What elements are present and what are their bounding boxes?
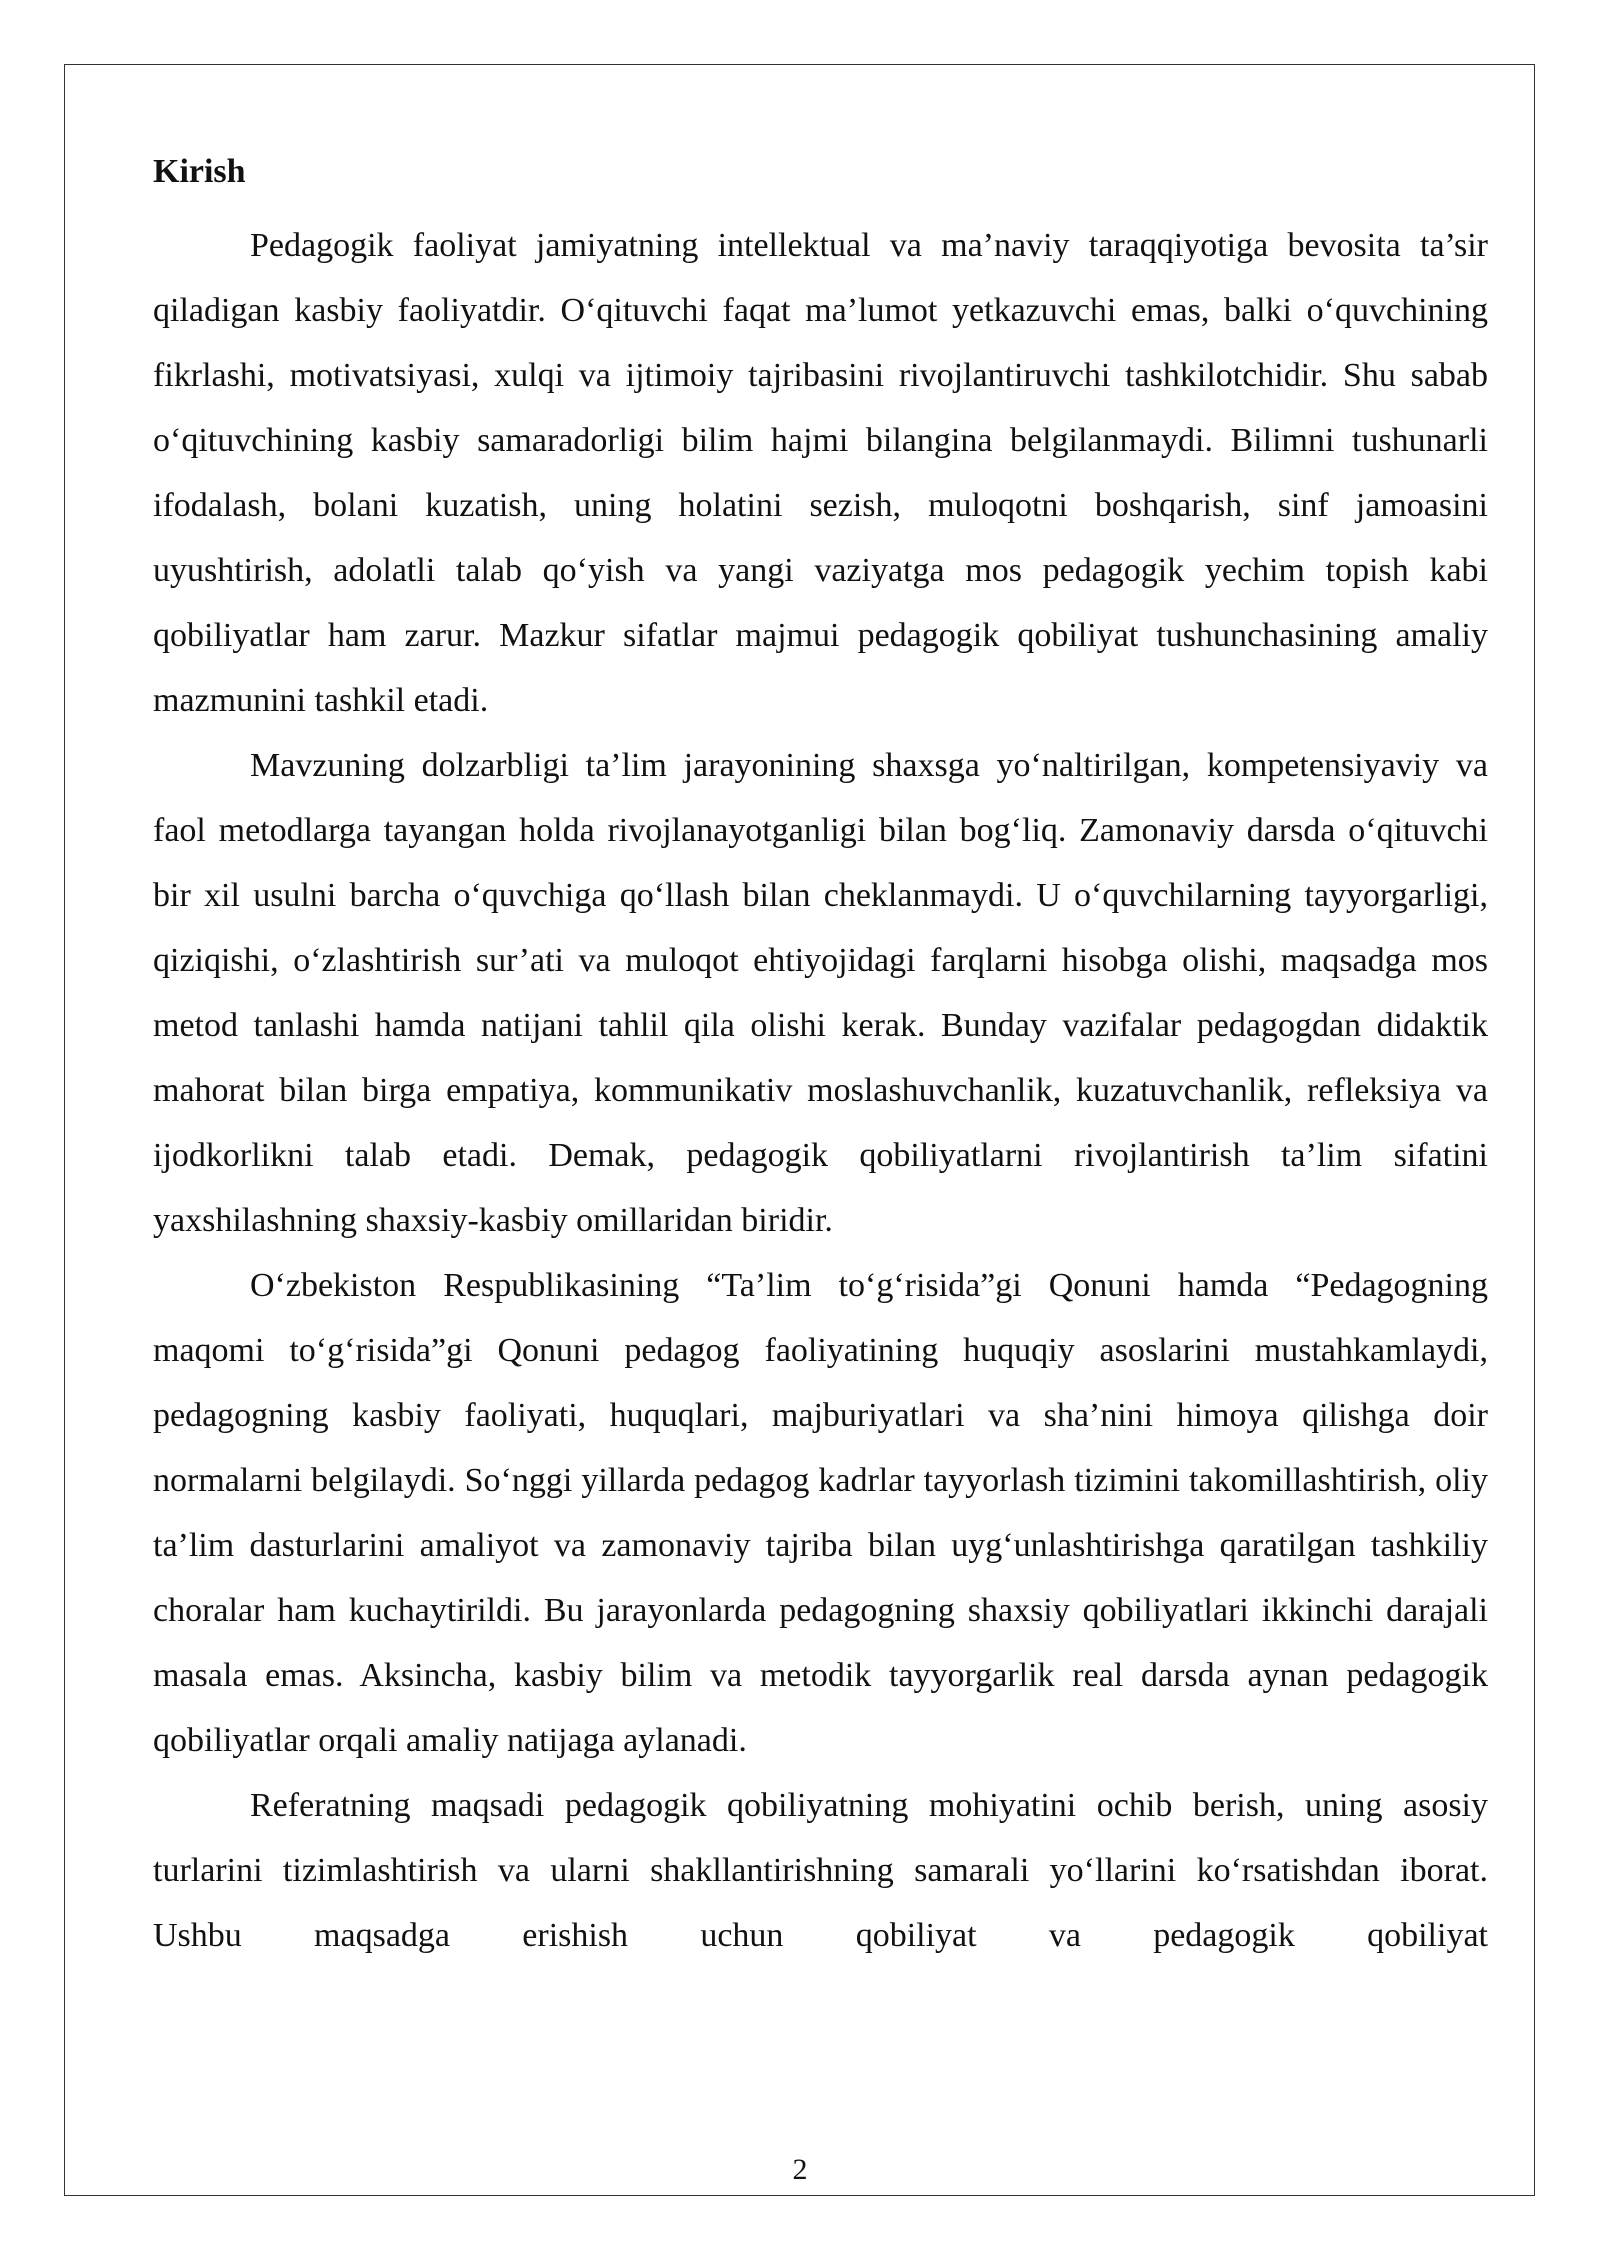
document-body [153,148,1488,1968]
paragraph-relevance: Mavzuning dolzarbligi ta’lim jarayonining shaxsga yo‘naltirilgan, kompetensiyaviy va faol metodlarga tayangan holda rivojlanayotganligi bilan bog‘liq. Zamonaviy darsda o‘qituvchi bir xil usulni barcha o‘quvchiga qo‘llash bilan cheklanmaydi. U o‘quvchilarning tayyorgarligi, qiziqishi, o‘zlashtirish sur’ati va muloqot ehtiyojidagi farqlarni hisobga olishi, maqsadga mos metod tanlashi hamda natijani tahlil qila olishi kerak. Bunday vazifalar pedagogdan didaktik mahorat bilan birga empatiya, kommunikativ moslashuvchanlik, kuzatuvchanlik, refleksiya va ijodkorlikni talab etadi. Demak, pedagogik qobiliyatlarni rivojlantirish ta’lim sifatini yaxshilashning shaxsiy-kasbiy omillaridan biridir. [153,747,1488,1239]
section-heading: Kirish [153,153,246,190]
paragraph-legal-basis: O‘zbekiston Respublikasining “Ta’lim to‘g‘risida”gi Qonuni hamda “Pedagogning maqomi to‘g‘risida”gi Qonuni pedagog faoliyatining huquqiy asoslarini mustahkamlaydi, pedagogning kasbiy faoliyati, huquqlari, majburiyatlari va sha’nini himoya qilishga doir normalarni belgilaydi. So‘nggi yillarda pedagog kadrlar tayyorlash tizimini takomillashtirish, oliy ta’lim dasturlarini amaliyot va zamonaviy tajriba bilan uyg‘unlashtirishga qaratilgan tashkiliy choralar ham kuchaytirildi. Bu jarayonlarda pedagogning shaxsiy qobiliyatlari ikkinchi darajali masala emas. Aksincha, kasbiy bilim va metodik tayyorgarlik real darsda aynan pedagogik qobiliyatlar orqali amaliy natijaga aylanadi. [153,1267,1488,1759]
paragraph-intro: Pedagogik faoliyat jamiyatning intellektual va ma’naviy taraqqiyotiga bevosita ta’sir qiladigan kasbiy faoliyatdir. O‘qituvchi faqat ma’lumot yetkazuvchi emas, balki o‘quvchining fikrlashi, motivatsiyasi, xulqi va ijtimoiy tajribasini rivojlantiruvchi tashkilotchidir. Shu sabab o‘qituvchining kasbiy samaradorligi bilim hajmi bilangina belgilanmaydi. Bilimni tushunarli ifodalash, bolani kuzatish, uning holatini sezish, muloqotni boshqarish, sinf jamoasini uyushtirish, adolatli talab qo‘yish va yangi vaziyatga mos pedagogik yechim topish kabi qobiliyatlar ham zarur. Mazkur sifatlar majmui pedagogik qobiliyat tushunchasining amaliy mazmunini tashkil etadi. [153,227,1488,719]
page-number: 2 [792,2153,808,2186]
paragraph-goal: Referatning maqsadi pedagogik qobiliyatning mohiyatini ochib berish, uning asosiy turlarini tizimlashtirish va ularni shakllantirishning samarali yo‘llarini ko‘rsatishdan iborat. Ushbu maqsadga erishish uchun qobiliyat va pedagogik qobiliyat [153,1787,1488,1954]
